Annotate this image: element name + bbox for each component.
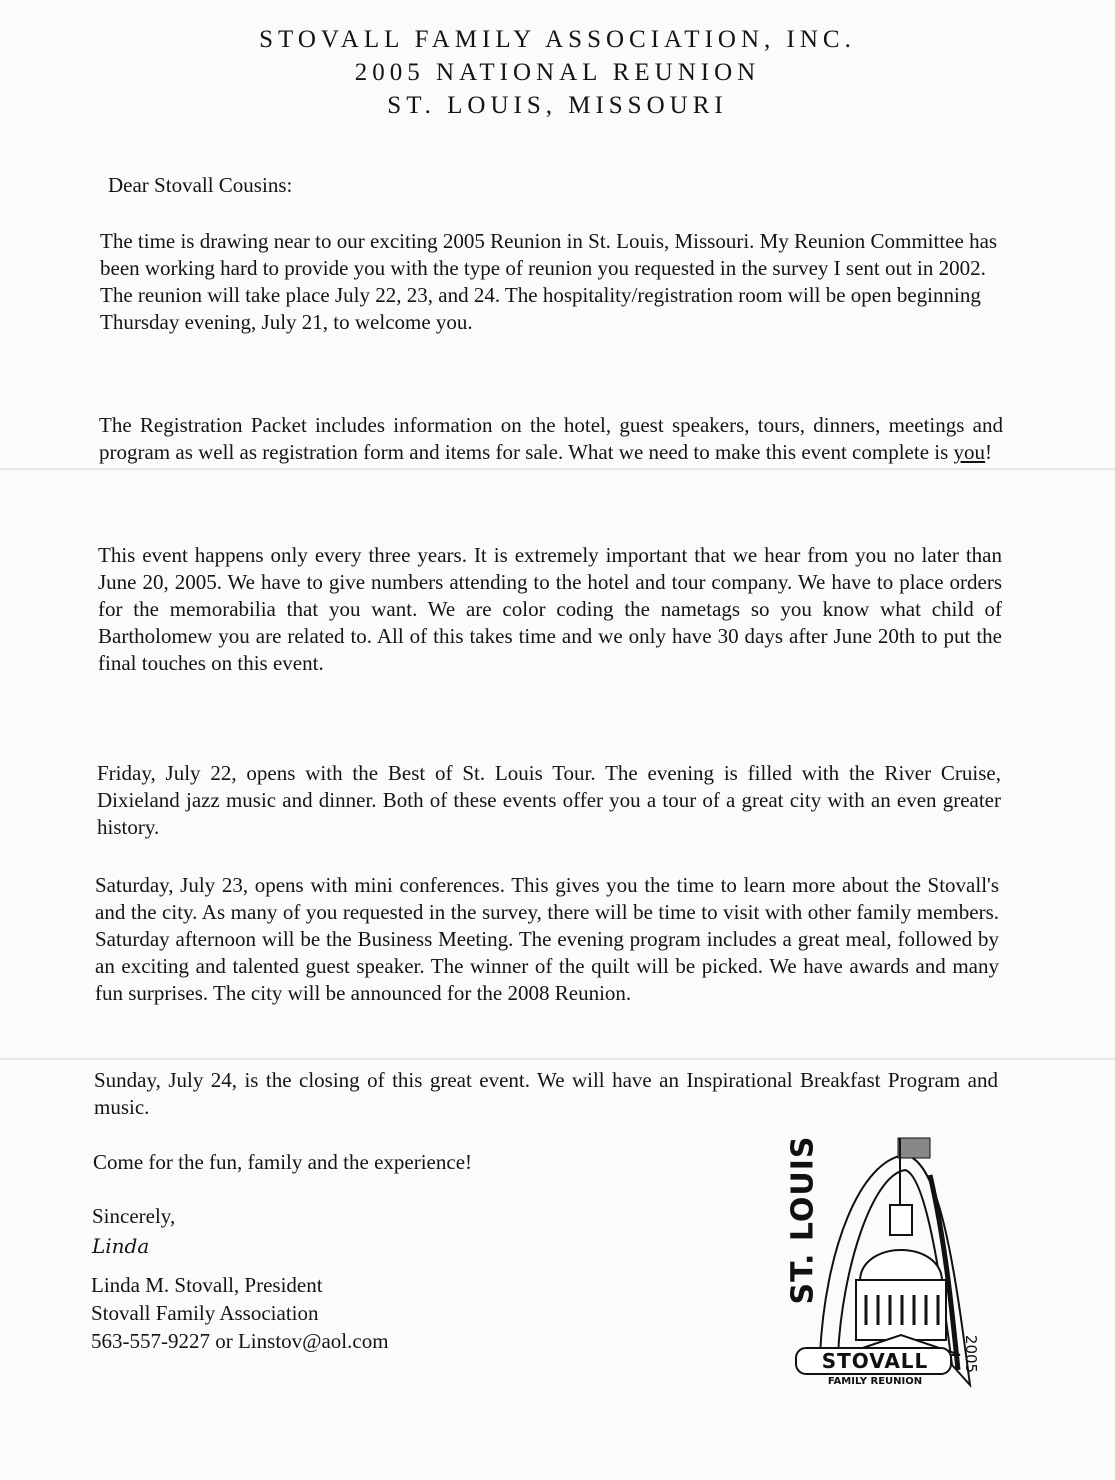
- logo-subtitle: FAMILY REUNION: [827, 1376, 923, 1387]
- header-line-1: STOVALL FAMILY ASSOCIATION, INC.: [259, 26, 856, 53]
- paragraph-sunday: Sunday, July 24, is the closing of this great event. We will have an Inspirational Breakfast Program and music.: [94, 1068, 998, 1119]
- signature: Linda: [92, 1234, 150, 1258]
- paragraph-friday: Friday, July 22, opens with the Best of St. Louis Tour. The evening is filled with the River Cruise, Dixieland jazz music and dinner. Both of these events offer you a tour of a great city with an even greater history.: [97, 761, 1001, 839]
- paragraph-registration: [99, 412, 1003, 466]
- logo-family: STOVALL: [821, 1349, 929, 1373]
- header-line-3: ST. LOUIS, MISSOURI: [387, 92, 728, 119]
- paragraph-text: The Registration Packet includes information on the hotel, guest speakers, tours, dinners, meetings and program as well as registration form and items for sale. What we need to make this event complete is: [99, 413, 1003, 464]
- emphasis-you: you: [953, 440, 986, 464]
- fold-line: [0, 1058, 1115, 1060]
- paragraph-saturday: Saturday, July 23, opens with mini conferences. This gives you the time to learn more about the Stovall's and the city. As many of you requested in the survey, there will be time to visit with other family members. Saturday afternoon will be the Business Meeting. The evening program includes a great meal, followed by an exciting and talented guest speaker. The winner of the quilt will be picked. We have awards and many fun surprises. The city will be announced for the 2008 Reunion.: [95, 873, 999, 1005]
- paragraph-text: !: [985, 440, 993, 464]
- fold-line: [0, 468, 1115, 470]
- logo-year: 2005: [962, 1334, 981, 1374]
- paragraph-intro: The time is drawing near to our exciting 2005 Reunion in St. Louis, Missouri. My Reunion Committee has been working hard to provide you with the type of reunion you requested in the survey I sent out in 2002. The reunion will take place July 22, 23, and 24. The hospitality/registration room will be open beginning Thursday evening, July 21, to welcome you.: [100, 229, 998, 334]
- reunion-logo: [780, 1130, 995, 1395]
- logo-city: ST. LOUIS: [785, 1135, 821, 1305]
- paragraph-closing: Come for the fun, family and the experience!: [93, 1150, 473, 1174]
- signer-contact: 563-557-9227 or Linstov@aol.com: [91, 1329, 389, 1353]
- valediction: Sincerely,: [92, 1204, 176, 1228]
- header-line-2: 2005 NATIONAL REUNION: [354, 59, 761, 86]
- signer-name: Linda M. Stovall, President: [91, 1273, 323, 1297]
- signer-organization: Stovall Family Association: [91, 1301, 319, 1325]
- paragraph-deadline: This event happens only every three years. It is extremely important that we hear from you no later than June 20, 2005. We have to give numbers attending to the hotel and tour company. We have to place orders for the memorabilia that you want. We are color coding the nametags so you know what child of Bartholomew you are related to. All of this takes time and we only have 30 days after June 20th to put the final touches on this event.: [98, 543, 1002, 675]
- salutation: Dear Stovall Cousins:: [108, 173, 293, 197]
